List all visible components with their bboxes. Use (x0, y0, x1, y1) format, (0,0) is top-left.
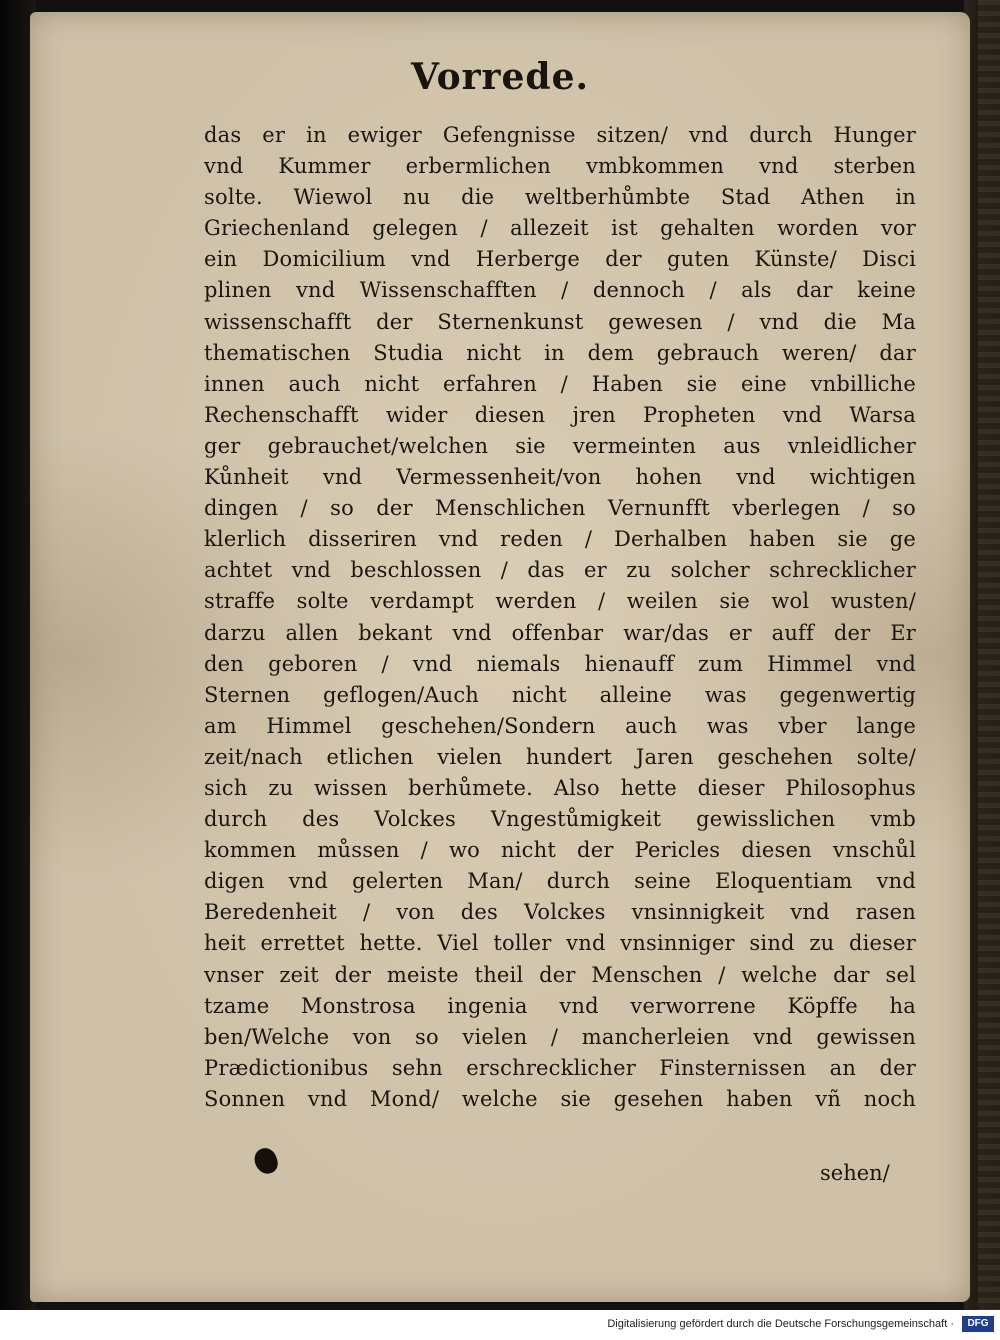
body-text (204, 120, 916, 1115)
text-line: straffe solte verdampt werden / weilen sie wol wusten/ (204, 589, 916, 614)
text-line: Beredenheit / von des Volckes vnsinnigkeit vnd rasen (204, 900, 916, 925)
text-line: zeit/nach etlichen vielen hundert Jaren geschehen solte/ (204, 744, 916, 769)
text-line: den geboren / vnd niemals hienauff zum Himmel vnd (204, 651, 916, 676)
text-line: ben/Welche von so vielen / mancherleien vnd gewissen (204, 1024, 916, 1049)
text-line: ein Domicilium vnd Herberge der guten Künste/ Disci (204, 247, 916, 272)
text-line: thematischen Studia nicht in dem gebrauch weren/ dar (204, 340, 916, 365)
text-line: heit errettet hette. Viel toller vnd vnsinniger sind zu dieser (204, 931, 916, 956)
text-line: sich zu wissen berhůmete. Also hette dieser Philosophus (204, 775, 916, 800)
text-line: dingen / so der Menschlichen Vernunfft vberlegen / so (204, 496, 916, 521)
text-line: solte. Wiewol nu die weltberhůmbte Stad Athen in (204, 185, 916, 210)
text-line: innen auch nicht erfahren / Haben sie eine vnbilliche (204, 371, 916, 396)
text-line: Kůnheit vnd Vermessenheit/von hohen vnd wichtigen (204, 465, 916, 490)
text-line: durch des Volckes Vngestůmigkeit gewisslichen vmb (204, 807, 916, 832)
text-line: am Himmel geschehen/Sondern auch was vber lange (204, 713, 916, 738)
running-head: Vorrede. (410, 56, 590, 98)
footer-credit: Digitalisierung gefördert durch die Deutsche Forschungsgemeinschaft · (607, 1318, 954, 1330)
text-line: achtet vnd beschlossen / das er zu solcher schrecklicher (204, 558, 916, 583)
text-line: klerlich disseriren vnd reden / Derhalben haben sie ge (204, 527, 916, 552)
text-line: Prædictionibus sehn erschrecklicher Finsternissen an der (204, 1055, 916, 1080)
text-line: Sternen geflogen/Auch nicht alleine was gegenwertig (204, 682, 916, 707)
catchword: sehen/ (820, 1161, 890, 1185)
text-line: vnd Kummer erbermlichen vmbkommen vnd sterben (204, 154, 916, 179)
page-stack-edges (978, 0, 1000, 1310)
text-line: darzu allen bekant vnd offenbar war/das er auff der Er (204, 620, 916, 645)
dfg-logo-icon: DFG (962, 1316, 994, 1332)
text-line: kommen můssen / wo nicht der Pericles diesen vnschůl (204, 838, 916, 863)
text-line: tzame Monstrosa ingenia vnd verworrene Köpffe ha (204, 993, 916, 1018)
text-line: Rechenschafft wider diesen jren Propheten vnd Warsa (204, 402, 916, 427)
text-line: Sonnen vnd Mond/ welche sie gesehen haben vñ noch (204, 1086, 916, 1111)
text-line: ger gebrauchet/welchen sie vermeinten aus vnleidlicher (204, 433, 916, 458)
text-line: Griechenland gelegen / allezeit ist gehalten worden vor (204, 216, 916, 241)
text-line: plinen vnd Wissenschafften / dennoch / als dar keine (204, 278, 916, 303)
text-line: digen vnd gelerten Man/ durch seine Eloquentiam vnd (204, 869, 916, 894)
text-line: vnser zeit der meiste theil der Menschen / welche dar sel (204, 962, 916, 987)
text-line: wissenschafft der Sternenkunst gewesen / vnd die Ma (204, 309, 916, 334)
text-line: das er in ewiger Gefengnisse sitzen/ vnd durch Hunger (204, 123, 916, 147)
